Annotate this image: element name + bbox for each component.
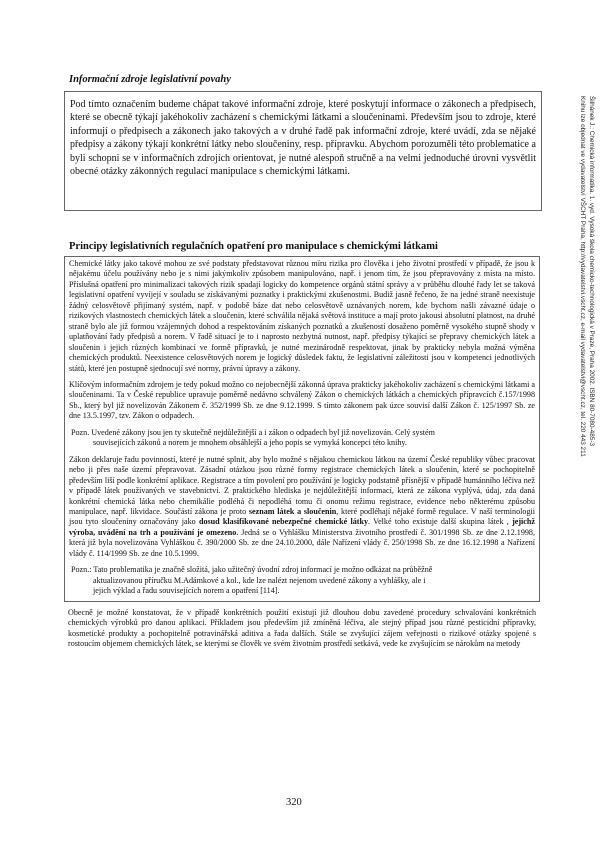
bold-term-restricted: jejichž výroba, uvádění na trh a používání je omezeno <box>69 517 535 537</box>
paragraph-3-part-a: Zákon deklaruje řadu povinností, které je nutné splnit, aby bylo možné s nějakou chemickou látkou na území České republiky vůbec pracovat nebo ji přes naše území přepravovat. Zásadní otázkou jsou různé formy registrace chemických látek a sloučenin, které se pochopitelně především liší podle konkrétní aplikace. Registrace a tím povolení pro používání je logicky podstatně přísnější v případě humánního léčiva než v případě látek používaných ve stavebnictví. Z praktického hlediska je nejdůležitější informací, která ze zákona vyplývá, údaj, zda daná konkrétní chemická látka nebo chemikálie podléhá či nepodléhá tomu či onomu režimu registrace, evidence nebo některému způsobu manipulace, např. likvidace. Součástí zákona je proto <box>69 454 535 516</box>
side-citation-line-2: Knihu lze objednat ve vydavatelství VŠCHT Praha, http://vydavatelstvi.vscht.cz, e-mail vydavatelstvi@vscht.cz, tel. 220 443 211 <box>579 96 586 457</box>
paragraph-3-part-c: , které podléhají nějaké formě regulace. V naší terminologii jsou tyto sloučeniny označovány jako <box>69 506 535 527</box>
side-citation <box>578 96 596 556</box>
bold-term-list: seznam látek a sloučenin <box>248 506 337 516</box>
paragraph-4: Obecně je možné konstatovat, že v případě konkrétních použití existují již dlouhou dobu zavedené procedury schvalování konkrétních chemických výrobků pro danou aplikaci. Příkladem jsou především již zmíněná léčiva, ale stejný případ jsou různé pesticidní přípravky, kosmetické produkty a pochopitelně potravinářská aditiva a řada dalších. Stále se zvyšující zájem veřejnosti o rizikové otázky spojené s rostoucím objemem chemických látek, se kterými se člověk ve svém životním prostředí setkává, vede ke zvyšujícím se nárokům na metody <box>68 607 536 648</box>
body-text <box>64 256 540 655</box>
intro-box <box>64 91 542 211</box>
note-2-line-3: jejich výklad a řadu souvisejících norem a opatření [114]. <box>93 586 280 596</box>
section-heading-principles: Principy legislativních regulačních opatření pro manipulace s chemickými látkami <box>69 241 438 252</box>
note-1 <box>69 428 535 449</box>
bold-term-hazardous: dosud klasifikované nebezpečné chemické látky <box>198 517 369 527</box>
note-1-line-1: Pozn. Uvedené zákony jsou jen ty skutečně nejdůležitější a i zákon o odpadech byl již novelizován. Celý systém <box>71 427 435 437</box>
intro-paragraph: Pod tímto označením budeme chápat takové informační zdroje, které poskytují informace o zákonech a předpisech, které se obecně týkají jakéhokoliv zacházení s chemickými látkami a sloučeninami. Především jsou to zdroje, které informují o předpisech a zákonech jako takových a v druhé řadě pak informační zdroje, které uvádí, zda se nějaké předpisy a zákony týkají konkrétní látky nebo sloučeniny, resp. přípravku. Abychom porozuměli této problematice a byli schopni se v informačních zdrojích orientovat, je nutné alespoň stručně a na velmi jednoduché úrovni vysvětlit obecné otázky zákonných regulací manipulace s chemickými látkami. <box>70 99 536 178</box>
side-citation-line-1: Šilhánek J.: Chemická informatika. 1. vyd. Vysoká škola chemicko-technologická v Praze, Praha 2002. ISBN 80-7080-485-3 <box>588 96 595 446</box>
paragraph-2: Klíčovým informačním zdrojem je tedy pokud možno co nejobecnější zákonná úprava prakticky jakéhokoliv zacházení s chemickými látkami a sloučeninami. Ta v České republice upravuje poměrně nedávno schválený Zákon o chemických látkách a chemických přípravcích č.157/1998 Sb., který byl již novelizován Zákonem č. 352/1999 Sb. ze dne 9.12.1999. S tímto zákonem pak úzce souvisí další Zákon č. 125/1997 Sb. ze dne 13.5.1997, tzv. Zákon o odpadech. <box>69 379 535 421</box>
note-2 <box>69 565 535 596</box>
note-1-line-2: souvisejících zákonů a norem je mnohem obsáhlejší a jeho popis se vymyká koncepci této knihy. <box>93 438 407 448</box>
note-2-line-1: Pozn.: Tato problematika je značně složitá, jako užitečný úvodní zdroj informací je možno odkázat na průběžně <box>71 565 433 575</box>
note-2-line-2: aktualizovanou příručku M.Adámkové a kol., kde lze nalézt nejenom uvedené zákony a vyhlášky, ale i <box>93 575 426 585</box>
paragraph-1: Chemické látky jako takové mohou ze své podstaty představovat různou míru rizika pro člověka i jeho životní prostředí v případě, že jsou k nějakému účelu používány nebo je s nimi jakýmkoliv způsobem manipulováno, např. i jenom tím, že jsou přepravovány z místa na místo. Příslušná opatření pro minimalizaci takových rizik spadají logicky do kompetence orgánů státní správy a v průběhu dlouhé řady let se taková legislativní opatření vyvíjejí v souladu se získávanými poznatky i praktickými zkušenostmi. Budiž jasně řečeno, že na jedné straně neexistuje žádný celosvětově přijímaný systém, např. v podobě báze dat nebo celosvětově uznávaných norem, kde bychom našli závazné údaje o rizikových vlastnostech chemických látek a sloučenin, které schválila nějaká světová instituce a mají proto jakousi absolutní platnost, na druhé straně bylo ale již formou vzájemných dohod a respektováním získaných poznatků a zkušeností dosaženo poměrně vysokého stupně shody v uplatňování řady předpisů a norem. V řadě situací je to i naprosto nezbytná nutnost, např. předpisy týkající se přepravy chemických látek a sloučenin i jejich různých kombinací ve formě přípravků, je nutné mezinárodně respektovat, jinak by prakticky nebyla možná výměna chemických produktů. Neexistence celosvětových norem je logický důsledek faktu, že legislativní záležitosti jsou v kompetenci jednotlivých států, které jen postupně sjednocují své normy, právní úpravy a zákony. <box>69 259 535 373</box>
paragraph-3-part-e: . Jedná se o Vyhlášku Ministerstva životního prostředí č. 301/1998 Sb. ze dne 2.12.1998, která již byla novelizována Vyhláškou č. 390/2000 Sb. ze dne 24.10.2000, dále Nařízení vlády č. 250/1998 Sb. ze dne 16.12.1998 a Nařízení vlády č. 114/1999 Sb. ze dne 10.5.1999. <box>69 527 535 558</box>
page-number: 320 <box>286 797 302 808</box>
section-heading-legislative-sources: Informační zdroje legislativní povahy <box>69 74 231 85</box>
paragraph-3-part-d: . Velké toho existuje další skupina látek , <box>368 517 513 527</box>
principles-box <box>64 256 540 602</box>
paragraph-3 <box>69 455 535 560</box>
